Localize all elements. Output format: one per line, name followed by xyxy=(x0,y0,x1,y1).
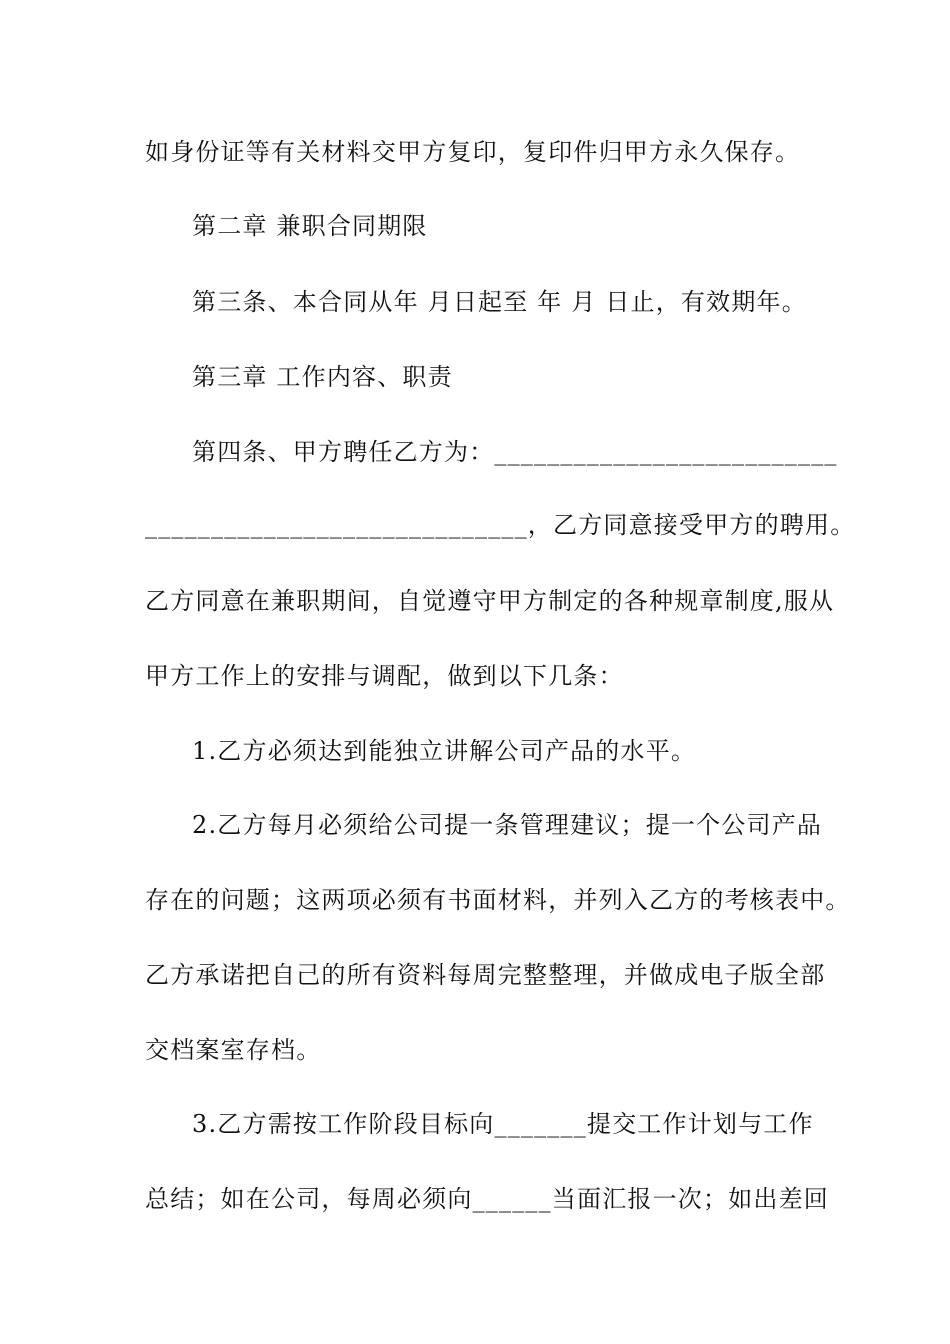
paragraph-line: 乙方同意在兼职期间，自觉遵守甲方制定的各种规章制度,服从 xyxy=(145,587,835,615)
list-item: 1.乙方必须达到能独立讲解公司产品的水平。 xyxy=(192,737,697,765)
paragraph-line: 如身份证等有关材料交甲方复印，复印件归甲方永久保存。 xyxy=(145,138,801,166)
paragraph-line: 总结；如在公司，每周必须向______当面汇报一次；如出差回 xyxy=(145,1185,829,1213)
list-item: 2.乙方每月必须给公司提一条管理建议；提一个公司产品 xyxy=(192,811,823,839)
article-line: 第三条、本合同从年 月日起至 年 月 日止，有效期年。 xyxy=(192,288,807,316)
paragraph-line: 存在的问题；这两项必须有书面材料，并列入乙方的考核表中。 xyxy=(145,886,851,914)
article-line: 第四条、甲方聘任乙方为：__________________________ xyxy=(192,438,838,466)
paragraph-line: 乙方承诺把自己的所有资料每周完整整理，并做成电子版全部 xyxy=(145,961,826,989)
chapter-heading: 第二章 兼职合同期限 xyxy=(192,212,428,240)
paragraph-line: 交档案室存档。 xyxy=(145,1036,322,1064)
list-item: 3.乙方需按工作阶段目标向_______提交工作计划与工作 xyxy=(192,1110,814,1138)
chapter-heading: 第三章 工作内容、职责 xyxy=(192,363,453,391)
paragraph-line: 甲方工作上的安排与调配，做到以下几条： xyxy=(145,662,624,690)
paragraph-line: _____________________________，乙方同意接受甲方的聘用。 xyxy=(145,511,856,539)
